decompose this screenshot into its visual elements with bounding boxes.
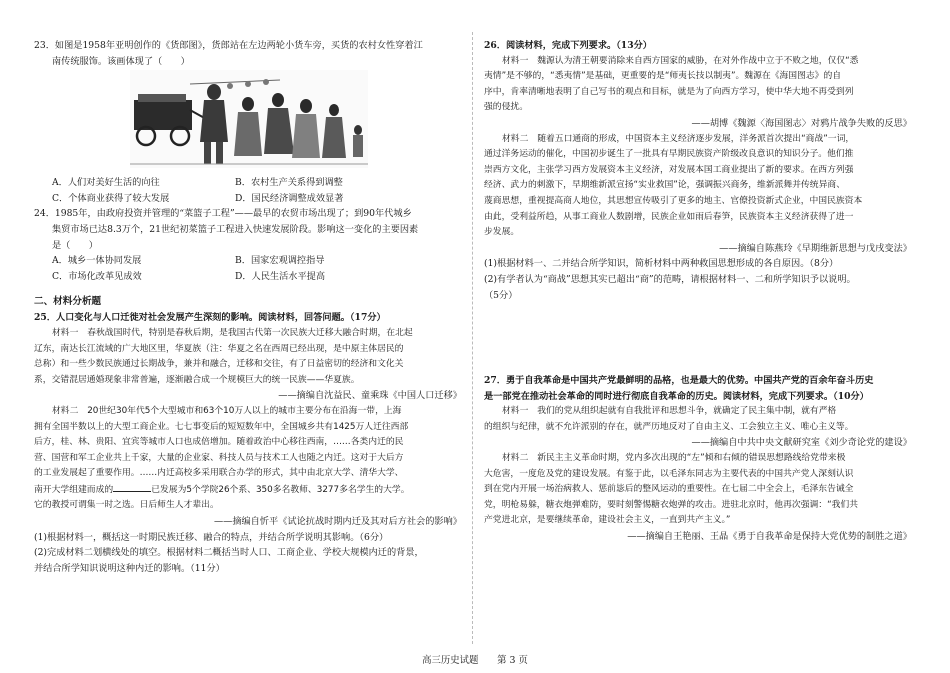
q24-stem-line3: 是（ ）	[52, 239, 98, 251]
q24-option-a: A．城乡一体协同发展	[52, 255, 142, 267]
q26-material2-line4: 经济、武力的刺激下，早期维新派宣扬“实业救国”论，强调振兴商务，维新派舞并传统异商、	[484, 180, 845, 191]
q25-question2-line2: 并结合所学知识说明这种内迁的影响。（11分）	[34, 562, 225, 574]
q23-option-d: D．国民经济调整成效显著	[235, 192, 344, 204]
q26-material2-line1: 材料二 随着五口通商的形成，中国资本主义经济逐步发展，洋务派首次提出“商战”一词，	[502, 133, 855, 144]
q24-option-d: D．人民生活水平提高	[235, 270, 326, 282]
page-footer: 高三历史试题 第 3 页	[422, 655, 528, 666]
q27-title-line2: 是一部党在推动社会革命的同时进行彻底自我革命的历史。阅读材料，完成下列要求。（10分）	[484, 390, 869, 402]
q24-stem-line1: 24．1985年，由政府投资并管理的“菜篮子工程”——最早的农贸市场出现了；到90年代城乡	[34, 208, 412, 220]
q23-stem-line2: 南传统服饰。该画体现了（ ）	[52, 55, 190, 67]
q26-material1-line2: 夷情”是不够的，“悉夷情”是基础，更重要的是“师夷长技以制夷”。魏源在《海国图志》的自	[484, 71, 842, 82]
q24-stem-line2: 集贸市场已达8.3万个，21世纪初菜篮子工程进入快速发展阶段。影响这一变化的主要因素	[52, 223, 419, 235]
q23-options-row1	[34, 175, 462, 191]
q23-option-c: C．个体商业获得了较大发展	[52, 192, 170, 204]
q26-material2-line7: 步发展。	[484, 227, 520, 238]
q23-option-a: A．人们对美好生活的向往	[52, 177, 160, 189]
peddler-painting-illustration	[130, 70, 368, 168]
fill-in-blank	[113, 482, 151, 492]
q26-material2-line6: 由此，受利益所趋，从事工商业人数剧增，民族企业如雨后春笋，民族资本主义经济获得了进一	[484, 211, 854, 222]
q26-material1-line3: 序中，肯率清晰地表明了自己写书的观点和目标，就是为了向西方学习，使中华大地不再受到列	[484, 86, 854, 97]
q27-material2-source: ——摘编自王艳丽、王晶《勇于自我革命是保持大党优势的制胜之道》	[627, 531, 912, 543]
q26-material2-line5: 蔑商思想，重视提高商人地位，其思想宣传吸引了更多的地主、官僚投资新式企业，中国民族资本	[484, 195, 863, 206]
q27-material2-line1: 材料二 新民主主义革命时期，党内多次出现的“左”倾和右倾的错误思想路线给党带来极	[502, 453, 846, 464]
q26-material1-line1: 材料一 魏源认为清王朝要消除来自西方国家的威胁，在对外作战中立于不败之地，仅仅“悉	[502, 55, 859, 66]
q24-options-row1	[34, 253, 462, 269]
q25-material1-line4: 系，交错混居通婚现象非常普遍，逐渐融合成一个规模巨大的统一民族——华夏族。	[34, 374, 360, 385]
q24-option-b: B．国家宏观调控指导	[235, 255, 325, 267]
q27-material2-line3: 到在党内开展一场治病救人、惩前毖后的整风运动的重要性。在七届二中全会上，毛泽东告诫全	[484, 484, 854, 495]
q25-title: 25．人口变化与人口迁徙对社会发展产生深刻的影响。阅读材料，回答问题。（17分）	[34, 312, 386, 324]
q27-material1-line2: 的组织与纪律，就不允许派别的存在，就严历地反对了自由主义、工会独立主义、唯心主义等。	[484, 421, 854, 432]
q26-question1: (1)根据材料一、二并结合所学知识，简析材料中两种救国思想形成的各自原因。（8分）	[484, 258, 839, 270]
q25-material2-source: ——摘编自忻平《试论抗战时期内迁及其对后方社会的影响》	[213, 516, 462, 528]
answer-space	[484, 303, 912, 373]
q25-material1-source: ——摘编自沈益民、童乘珠《中国人口迁移》	[278, 390, 462, 402]
q24-option-c: C．市场化改革见成效	[52, 270, 142, 282]
q25-question1: (1)根据材料一，概括这一时期民族迁移、融合的特点，并结合所学说明其影响。（6分）	[34, 531, 389, 543]
q25-material1-line2: 辽东，南达长江流域的广大地区里，华夏族（注：华夏之名在西周已经出现，是中原主体居民的	[34, 343, 404, 354]
q26-material2-line2: 通过洋务运动的催化，中国初步诞生了一批具有早期民族资产阶级改良意识的知识分子。他们推	[484, 149, 854, 160]
q26-title: 26．阅读材料，完成下列要求。（13分）	[484, 40, 652, 51]
section-heading-material-analysis: 二、材料分析题	[34, 296, 102, 308]
q27-material1-source: ——摘编自中共中央文献研究室《刘少奇论党的建设》	[691, 437, 912, 449]
q23-options-row2	[34, 191, 462, 207]
q25-material1-line3: 总称）和一些少数民族通过长期战争，兼并和融合，迁移和交往，有了日益密切的经济和文化关	[34, 359, 404, 370]
q26-question2-line2: （5分）	[484, 289, 518, 301]
q24-options-row2	[34, 269, 462, 285]
q27-material2-line2: 大危害，一度危及党的建设发展。有鉴于此，以毛泽东同志为主要代表的中国共产党人深刻认识	[484, 468, 854, 479]
column-divider	[472, 32, 473, 644]
q25-material2-line3: 后方，桂、林、贵阳、宜宾等城市人口也成倍增加。随着政治中心移往西南，……各类内迁的民	[34, 437, 404, 448]
q25-material2-line2: 拥有全国半数以上的大型工商企业。七七事变后的短短数年中，全国城乡共有1425万人迁往西部	[34, 421, 409, 432]
q27-title-line1: 27．勇于自我革命是中国共产党最鲜明的品格，也是最大的优势。中国共产党的百余年奋斗历史	[484, 375, 874, 387]
q25-material2-line4: 营、国营和军工企业共上千家，大量的企业家、科技人员与技术工人也随之内迁。这对于大后方	[34, 452, 404, 463]
q25-question2-line1: (2)完成材料二划横线处的填空。根据材料二概括当时人口、工商企业、学校大规模内迁的背景，	[34, 547, 424, 559]
q26-material1-source: ——胡博《魏源〈海国图志〉对鸦片战争失败的反思》	[691, 117, 912, 129]
q26-material2-line3: 崇西方文化，主张学习西方发展资本主义经济，对发展本国工商业提出了新的要求。在西方列强	[484, 164, 854, 175]
q26-material1-line4: 强的侵扰。	[484, 102, 528, 113]
q26-material2-source: ——摘编自陈燕玲《早期维新思想与戊戌变法》	[719, 242, 912, 254]
q27-material1-line1: 材料一 我们的党从组织起就有自我批评和思想斗争，就确定了民主集中制，就有严格	[502, 406, 837, 417]
q25-material2-line1: 材料二 20世纪30年代5个大型城市和63个10万人以上的城市主要分布在沿海一带，上海	[52, 405, 402, 416]
q23-option-b: B．农村生产关系得到调整	[235, 177, 343, 189]
q25-material2-line6a: 南开大学组建而成的	[34, 484, 114, 495]
q26-question2-line1: (2)有学者认为“商战”思想其实已超出“商”的范畴，请根据材料一、二和所学知识予以说明。	[484, 273, 856, 285]
right-column	[484, 38, 912, 545]
q27-material2-line5: 产党进北京，是要继续革命，建设社会主义，一直到共产主义。”	[484, 515, 731, 526]
q27-material2-line4: 党，明枪易躲，糖衣炮弹难防，要时刻警惕糖衣炮弹的攻击。进驻北京时，他再次强调：“我们共	[484, 499, 859, 510]
q23-stem-line1: 23．如图是1958年亚明创作的《货郎图》，货郎站在左边两轮小货车旁，买货的农村女性穿着江	[34, 40, 423, 51]
q25-material2-line7: 它的教授可谓集一时之选。日后师生人才辈出。	[34, 500, 219, 511]
q25-material2-line6b: 已发展为5个学院26个系、350多名教师、3277多名学生的大学。	[151, 484, 410, 495]
q25-material1-line1: 材料一 春秋战国时代，特别是春秋后期，是我国古代第一次民族大迁移大融合时期，在北起	[52, 327, 413, 338]
q25-material2-line6	[34, 482, 462, 499]
q25-material2-line5: 的工业发展起了重要作用。……内迁高校多采用联合办学的形式，其中由北京大学、清华大学、	[34, 468, 404, 479]
